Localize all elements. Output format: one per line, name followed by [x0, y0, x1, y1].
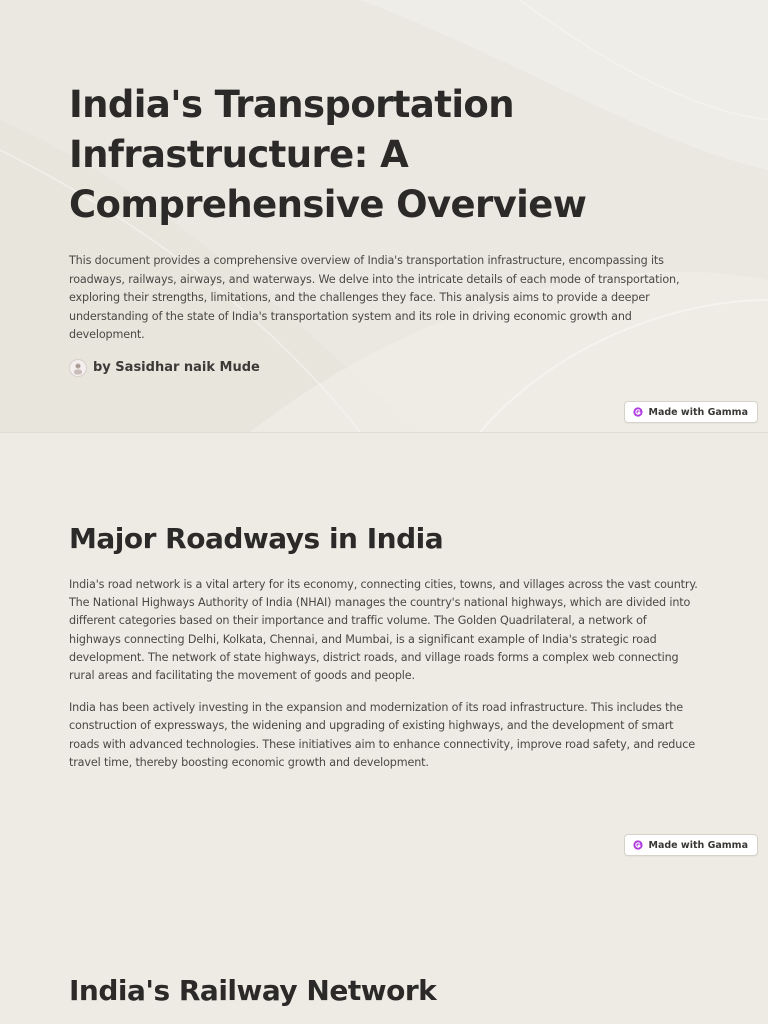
roadways-paragraph-2: India has been actively investing in the expansion and modernization of its road infrastructure. This includes the construction of expressways, the widening and upgrading of existing highways, and the development of smart roads with advanced technologies. These initiatives aim to enhance connectivity, improve road safety, and reduce travel time, thereby boosting economic growth and development. [69, 701, 695, 769]
user-avatar-icon [71, 361, 85, 375]
author-name: by Sasidhar naik Mude [93, 360, 260, 376]
railway-card [0, 873, 768, 1024]
section-title-railway: India's Railway Network [69, 974, 437, 1007]
section-title-roadways: Major Roadways in India [69, 522, 444, 555]
roadways-paragraph-1: India's road network is a vital artery for its economy, connecting cities, towns, and villages across the vast country. The National Highways Authority of India (NHAI) manages the country's national highways, which are divided into different categories based on their importance and traffic volume. The Golden Quadrilateral, a network of highways connecting Delhi, Kolkata, Chennai, and Mumbai, is a significant example of India's strategic road development. The network of state highways, district roads, and village roads forms a complex web connecting rural areas and facilitating the movement of goods and people. [69, 578, 698, 683]
hero-description: This document provides a comprehensive overview of India's transportation infrastructure, encompassing its roadways, railways, airways, and waterways. We delve into the intricate details of each mode of transportation, exploring their strengths, limitations, and the challenges they face. This analysis aims to provide a deeper understanding of the state of India's transportation system and its role in driving economic growth and development. [69, 254, 680, 342]
roadways-card [0, 433, 768, 873]
avatar [69, 359, 87, 377]
gamma-badge-label: Made with Gamma [648, 406, 748, 418]
gamma-badge-label: Made with Gamma [648, 839, 748, 851]
railway-content [69, 973, 699, 1009]
hero-content [69, 80, 699, 377]
roadways-content [69, 521, 699, 772]
page-title: India's Transportation Infrastructure: A Comprehensive Overview [69, 83, 587, 226]
hero-card [0, 0, 768, 432]
gamma-logo-icon [633, 840, 643, 850]
author-row [69, 359, 699, 377]
gamma-logo-icon [633, 407, 643, 417]
made-with-gamma-badge[interactable] [624, 834, 758, 856]
made-with-gamma-badge[interactable] [624, 401, 758, 423]
